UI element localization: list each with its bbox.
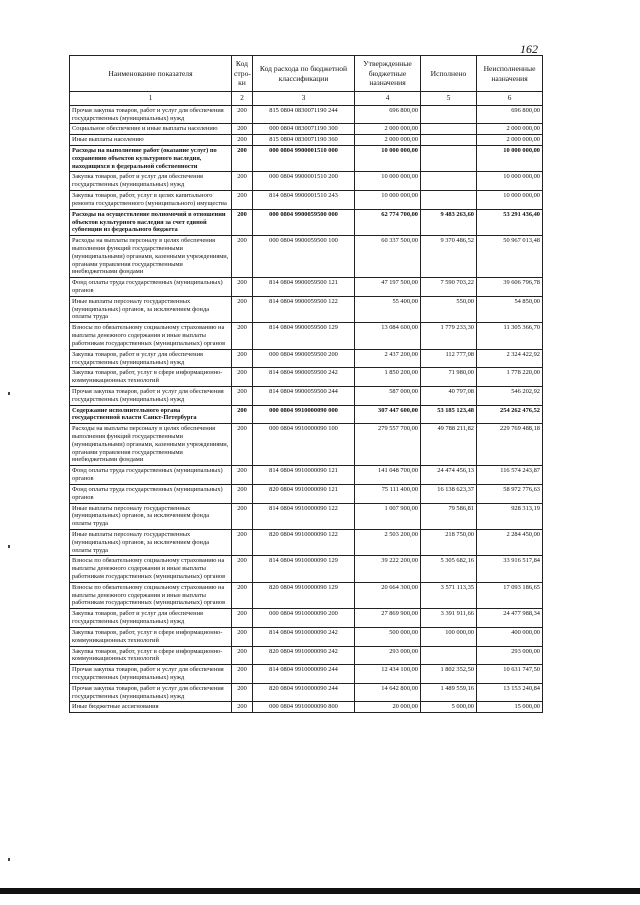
table-row bbox=[70, 646, 543, 665]
row-unexecuted: 58 972 776,63 bbox=[477, 484, 543, 503]
row-line-code: 200 bbox=[232, 209, 253, 235]
table-row bbox=[70, 296, 543, 322]
row-line-code: 200 bbox=[232, 191, 253, 210]
table-row bbox=[70, 405, 543, 424]
row-unexecuted: 2 000 000,00 bbox=[477, 124, 543, 135]
row-approved: 60 337 500,00 bbox=[355, 236, 421, 278]
row-budget-code: 000 0804 9900059500 100 bbox=[253, 236, 355, 278]
row-approved: 47 197 500,00 bbox=[355, 278, 421, 297]
header-line-code: Код стро-ки bbox=[232, 56, 253, 92]
row-unexecuted: 10 000 000,00 bbox=[477, 146, 543, 172]
row-name: Взносы по обязательному социальному страхованию на выплаты денежного содержания и иные выплаты работникам государственных (муниципальных) органов bbox=[70, 556, 232, 582]
row-line-code: 200 bbox=[232, 349, 253, 368]
row-executed bbox=[421, 172, 477, 191]
table-row bbox=[70, 582, 543, 608]
table-row bbox=[70, 702, 543, 713]
header-name: Наименование показателя bbox=[70, 56, 232, 92]
row-line-code: 200 bbox=[232, 529, 253, 555]
row-executed: 24 474 456,13 bbox=[421, 466, 477, 485]
row-approved: 141 048 700,00 bbox=[355, 466, 421, 485]
table-row bbox=[70, 105, 543, 124]
row-executed: 218 750,00 bbox=[421, 529, 477, 555]
row-name: Закупка товаров, работ и услуг для обеспечения государственных (муниципальных) нужд bbox=[70, 609, 232, 628]
row-executed: 7 590 703,22 bbox=[421, 278, 477, 297]
row-budget-code: 814 0804 9910000090 244 bbox=[253, 665, 355, 684]
row-approved: 1 850 200,00 bbox=[355, 368, 421, 387]
row-executed: 9 370 486,52 bbox=[421, 236, 477, 278]
row-budget-code: 814 0804 9900059500 244 bbox=[253, 386, 355, 405]
row-executed: 1 489 559,16 bbox=[421, 683, 477, 702]
scan-artifact bbox=[8, 545, 10, 548]
row-executed: 5 000,00 bbox=[421, 702, 477, 713]
row-executed bbox=[421, 146, 477, 172]
row-budget-code: 815 0804 0830071190 244 bbox=[253, 105, 355, 124]
table-row bbox=[70, 466, 543, 485]
row-name: Расходы на выполнение работ (оказание услуг) по сохранению объектов культурного наследия, находящихся в федеральной собственности bbox=[70, 146, 232, 172]
header-approved: Утвержденные бюджетные назначения bbox=[355, 56, 421, 92]
scan-bottom-border bbox=[0, 888, 640, 894]
row-unexecuted: 50 967 013,48 bbox=[477, 236, 543, 278]
row-unexecuted: 400 000,00 bbox=[477, 627, 543, 646]
row-name: Фонд оплаты труда государственных (муниципальных) органов bbox=[70, 466, 232, 485]
row-name: Иные выплаты персоналу государственных (муниципальных) органов, за исключением фонда оплаты труда bbox=[70, 503, 232, 529]
header-unexecuted: Неисполненные назначения bbox=[477, 56, 543, 92]
row-budget-code: 000 0804 0830071190 300 bbox=[253, 124, 355, 135]
row-unexecuted: 54 850,00 bbox=[477, 296, 543, 322]
row-name: Социальное обеспечение и иные выплаты населению bbox=[70, 124, 232, 135]
row-budget-code: 820 0804 9910000090 122 bbox=[253, 529, 355, 555]
row-approved: 279 557 700,00 bbox=[355, 424, 421, 466]
row-executed bbox=[421, 191, 477, 210]
row-executed: 100 000,00 bbox=[421, 627, 477, 646]
row-name: Закупка товаров, работ и услуг для обеспечения государственных (муниципальных) нужд bbox=[70, 172, 232, 191]
row-budget-code: 000 0804 9900059500 200 bbox=[253, 349, 355, 368]
row-unexecuted: 24 477 988,34 bbox=[477, 609, 543, 628]
row-unexecuted: 546 202,92 bbox=[477, 386, 543, 405]
column-number: 1 bbox=[70, 92, 232, 106]
table-row bbox=[70, 424, 543, 466]
row-budget-code: 814 0804 9910000090 121 bbox=[253, 466, 355, 485]
row-unexecuted: 2 324 422,92 bbox=[477, 349, 543, 368]
row-name: Иные выплаты населению bbox=[70, 135, 232, 146]
row-budget-code: 814 0804 9900059500 129 bbox=[253, 323, 355, 349]
row-budget-code: 815 0804 0830071190 360 bbox=[253, 135, 355, 146]
row-executed bbox=[421, 105, 477, 124]
row-executed bbox=[421, 135, 477, 146]
row-name: Закупка товаров, работ, услуг в сфере информационно-коммуникационных технологий bbox=[70, 627, 232, 646]
row-line-code: 200 bbox=[232, 146, 253, 172]
table-row bbox=[70, 368, 543, 387]
table-row bbox=[70, 529, 543, 555]
row-executed: 550,00 bbox=[421, 296, 477, 322]
row-approved: 2 437 200,00 bbox=[355, 349, 421, 368]
row-executed: 112 777,08 bbox=[421, 349, 477, 368]
row-approved: 500 000,00 bbox=[355, 627, 421, 646]
row-executed: 49 788 211,82 bbox=[421, 424, 477, 466]
row-line-code: 200 bbox=[232, 323, 253, 349]
row-budget-code: 820 0804 9910000090 121 bbox=[253, 484, 355, 503]
row-line-code: 200 bbox=[232, 665, 253, 684]
row-unexecuted: 33 916 517,84 bbox=[477, 556, 543, 582]
table-row bbox=[70, 323, 543, 349]
row-name: Закупка товаров, работ, услуг в целях капитального ремонта государственного (муниципального) имущества bbox=[70, 191, 232, 210]
table-row bbox=[70, 209, 543, 235]
row-budget-code: 814 0804 9900059500 242 bbox=[253, 368, 355, 387]
row-line-code: 200 bbox=[232, 368, 253, 387]
row-executed: 3 391 911,66 bbox=[421, 609, 477, 628]
table-row bbox=[70, 146, 543, 172]
row-approved: 587 000,00 bbox=[355, 386, 421, 405]
row-name: Расходы на осуществление полномочий в отношении объектов культурного наследия за счет единой субвенции из федерального бюджета bbox=[70, 209, 232, 235]
row-approved: 1 007 900,00 bbox=[355, 503, 421, 529]
row-line-code: 200 bbox=[232, 124, 253, 135]
row-unexecuted: 39 606 796,78 bbox=[477, 278, 543, 297]
row-name: Иные выплаты персоналу государственных (муниципальных) органов, за исключением фонда оплаты труда bbox=[70, 296, 232, 322]
row-executed: 5 305 682,16 bbox=[421, 556, 477, 582]
row-name: Расходы на выплаты персоналу в целях обеспечения выполнения функций государственными (муниципальными) органами, казенными учреждениями, органами управления государственными внебюджетными фондами bbox=[70, 236, 232, 278]
row-executed bbox=[421, 124, 477, 135]
row-unexecuted: 15 000,00 bbox=[477, 702, 543, 713]
row-name: Фонд оплаты труда государственных (муниципальных) органов bbox=[70, 484, 232, 503]
row-unexecuted: 11 305 366,70 bbox=[477, 323, 543, 349]
table-row bbox=[70, 683, 543, 702]
row-line-code: 200 bbox=[232, 556, 253, 582]
row-executed: 71 980,00 bbox=[421, 368, 477, 387]
row-approved: 12 434 100,00 bbox=[355, 665, 421, 684]
row-unexecuted: 2 000 000,00 bbox=[477, 135, 543, 146]
row-unexecuted: 254 262 476,52 bbox=[477, 405, 543, 424]
row-budget-code: 820 0804 9910000090 242 bbox=[253, 646, 355, 665]
row-line-code: 200 bbox=[232, 582, 253, 608]
row-line-code: 200 bbox=[232, 503, 253, 529]
row-line-code: 200 bbox=[232, 296, 253, 322]
row-line-code: 200 bbox=[232, 683, 253, 702]
row-approved: 10 000 000,00 bbox=[355, 146, 421, 172]
table-row bbox=[70, 124, 543, 135]
row-name: Прочая закупка товаров, работ и услуг для обеспечения государственных (муниципальных) нужд bbox=[70, 386, 232, 405]
row-name: Прочая закупка товаров, работ и услуг для обеспечения государственных (муниципальных) нужд bbox=[70, 665, 232, 684]
row-approved: 10 000 000,00 bbox=[355, 191, 421, 210]
row-budget-code: 000 0804 9910000090 200 bbox=[253, 609, 355, 628]
row-budget-code: 814 0804 9910000090 129 bbox=[253, 556, 355, 582]
row-line-code: 200 bbox=[232, 609, 253, 628]
row-executed: 1 802 352,50 bbox=[421, 665, 477, 684]
column-number: 3 bbox=[253, 92, 355, 106]
row-unexecuted: 928 313,19 bbox=[477, 503, 543, 529]
header-budget-code: Код расхода по бюджетной классификации bbox=[253, 56, 355, 92]
row-name: Иные выплаты персоналу государственных (муниципальных) органов, за исключением фонда оплаты труда bbox=[70, 529, 232, 555]
row-unexecuted: 116 574 243,87 bbox=[477, 466, 543, 485]
table-row bbox=[70, 665, 543, 684]
row-approved: 20 000,00 bbox=[355, 702, 421, 713]
row-approved: 55 400,00 bbox=[355, 296, 421, 322]
row-approved: 2 503 200,00 bbox=[355, 529, 421, 555]
column-number: 4 bbox=[355, 92, 421, 106]
row-budget-code: 814 0804 9900001510 243 bbox=[253, 191, 355, 210]
row-name: Закупка товаров, работ, услуг в сфере информационно-коммуникационных технологий bbox=[70, 646, 232, 665]
row-executed: 3 571 113,35 bbox=[421, 582, 477, 608]
row-line-code: 200 bbox=[232, 484, 253, 503]
table-row bbox=[70, 386, 543, 405]
row-budget-code: 814 0804 9910000090 242 bbox=[253, 627, 355, 646]
table-row bbox=[70, 135, 543, 146]
row-line-code: 200 bbox=[232, 135, 253, 146]
header-executed: Исполнено bbox=[421, 56, 477, 92]
row-line-code: 200 bbox=[232, 627, 253, 646]
row-budget-code: 820 0804 9910000090 129 bbox=[253, 582, 355, 608]
row-name: Расходы на выплаты персоналу в целях обеспечения выполнения функций государственными (муниципальными) органами, казенными учреждениями, органами управления государственными внебюджетными фондами bbox=[70, 424, 232, 466]
row-unexecuted: 10 000 000,00 bbox=[477, 172, 543, 191]
row-unexecuted: 293 000,00 bbox=[477, 646, 543, 665]
row-unexecuted: 53 291 436,40 bbox=[477, 209, 543, 235]
row-approved: 75 111 400,00 bbox=[355, 484, 421, 503]
scan-artifact bbox=[8, 392, 10, 395]
row-approved: 696 800,00 bbox=[355, 105, 421, 124]
row-line-code: 200 bbox=[232, 172, 253, 191]
column-number: 5 bbox=[421, 92, 477, 106]
row-approved: 293 000,00 bbox=[355, 646, 421, 665]
row-approved: 20 664 300,00 bbox=[355, 582, 421, 608]
table-row bbox=[70, 503, 543, 529]
row-executed bbox=[421, 646, 477, 665]
row-name: Иные бюджетные ассигнования bbox=[70, 702, 232, 713]
row-line-code: 200 bbox=[232, 105, 253, 124]
row-unexecuted: 13 153 240,84 bbox=[477, 683, 543, 702]
row-unexecuted: 10 000 000,00 bbox=[477, 191, 543, 210]
row-unexecuted: 2 284 450,00 bbox=[477, 529, 543, 555]
row-unexecuted: 696 800,00 bbox=[477, 105, 543, 124]
row-line-code: 200 bbox=[232, 278, 253, 297]
table-row bbox=[70, 236, 543, 278]
row-unexecuted: 1 778 220,00 bbox=[477, 368, 543, 387]
row-budget-code: 000 0804 9900001510 200 bbox=[253, 172, 355, 191]
table-row bbox=[70, 484, 543, 503]
row-unexecuted: 17 093 186,65 bbox=[477, 582, 543, 608]
row-budget-code: 814 0804 9910000090 122 bbox=[253, 503, 355, 529]
row-name: Взносы по обязательному социальному страхованию на выплаты денежного содержания и иные выплаты работникам государственных (муниципальных) органов bbox=[70, 323, 232, 349]
row-name: Содержание исполнительного органа государственной власти Санкт-Петербурга bbox=[70, 405, 232, 424]
row-budget-code: 000 0804 9900001510 000 bbox=[253, 146, 355, 172]
column-number: 2 bbox=[232, 92, 253, 106]
row-executed: 79 586,81 bbox=[421, 503, 477, 529]
row-approved: 2 000 000,00 bbox=[355, 124, 421, 135]
row-name: Фонд оплаты труда государственных (муниципальных) органов bbox=[70, 278, 232, 297]
row-approved: 14 642 800,00 bbox=[355, 683, 421, 702]
table-row bbox=[70, 278, 543, 297]
row-name: Прочая закупка товаров, работ и услуг для обеспечения государственных (муниципальных) нужд bbox=[70, 683, 232, 702]
row-approved: 10 000 000,00 bbox=[355, 172, 421, 191]
row-unexecuted: 229 769 488,18 bbox=[477, 424, 543, 466]
table-row bbox=[70, 609, 543, 628]
budget-execution-table bbox=[69, 55, 543, 713]
row-line-code: 200 bbox=[232, 405, 253, 424]
row-budget-code: 000 0804 9910000090 100 bbox=[253, 424, 355, 466]
row-name: Взносы по обязательному социальному страхованию на выплаты денежного содержания и иные выплаты работникам государственных (муниципальных) органов bbox=[70, 582, 232, 608]
row-unexecuted: 10 631 747,50 bbox=[477, 665, 543, 684]
row-approved: 2 000 000,00 bbox=[355, 135, 421, 146]
row-budget-code: 000 0804 9900059500 000 bbox=[253, 209, 355, 235]
row-approved: 39 222 200,00 bbox=[355, 556, 421, 582]
row-line-code: 200 bbox=[232, 424, 253, 466]
scan-artifact bbox=[8, 858, 10, 861]
row-budget-code: 814 0804 9900059500 121 bbox=[253, 278, 355, 297]
row-line-code: 200 bbox=[232, 646, 253, 665]
row-line-code: 200 bbox=[232, 702, 253, 713]
row-executed: 9 483 263,60 bbox=[421, 209, 477, 235]
row-name: Прочая закупка товаров, работ и услуг для обеспечения государственных (муниципальных) нужд bbox=[70, 105, 232, 124]
row-budget-code: 000 0804 9910000090 800 bbox=[253, 702, 355, 713]
row-executed: 40 797,08 bbox=[421, 386, 477, 405]
row-executed: 16 138 623,37 bbox=[421, 484, 477, 503]
row-line-code: 200 bbox=[232, 236, 253, 278]
column-number: 6 bbox=[477, 92, 543, 106]
row-budget-code: 814 0804 9900059500 122 bbox=[253, 296, 355, 322]
table-row bbox=[70, 556, 543, 582]
row-approved: 27 869 900,00 bbox=[355, 609, 421, 628]
table-row bbox=[70, 627, 543, 646]
row-budget-code: 820 0804 9910000090 244 bbox=[253, 683, 355, 702]
row-approved: 307 447 600,00 bbox=[355, 405, 421, 424]
row-budget-code: 000 0804 9910000090 000 bbox=[253, 405, 355, 424]
row-name: Закупка товаров, работ, услуг в сфере информационно-коммуникационных технологий bbox=[70, 368, 232, 387]
table-row bbox=[70, 172, 543, 191]
page-number: 162 bbox=[520, 42, 538, 56]
row-approved: 62 774 700,00 bbox=[355, 209, 421, 235]
row-executed: 53 185 123,48 bbox=[421, 405, 477, 424]
row-line-code: 200 bbox=[232, 386, 253, 405]
row-line-code: 200 bbox=[232, 466, 253, 485]
table-row bbox=[70, 349, 543, 368]
row-name: Закупка товаров, работ и услуг для обеспечения государственных (муниципальных) нужд bbox=[70, 349, 232, 368]
row-approved: 13 084 600,00 bbox=[355, 323, 421, 349]
table-row bbox=[70, 191, 543, 210]
row-executed: 1 779 233,30 bbox=[421, 323, 477, 349]
